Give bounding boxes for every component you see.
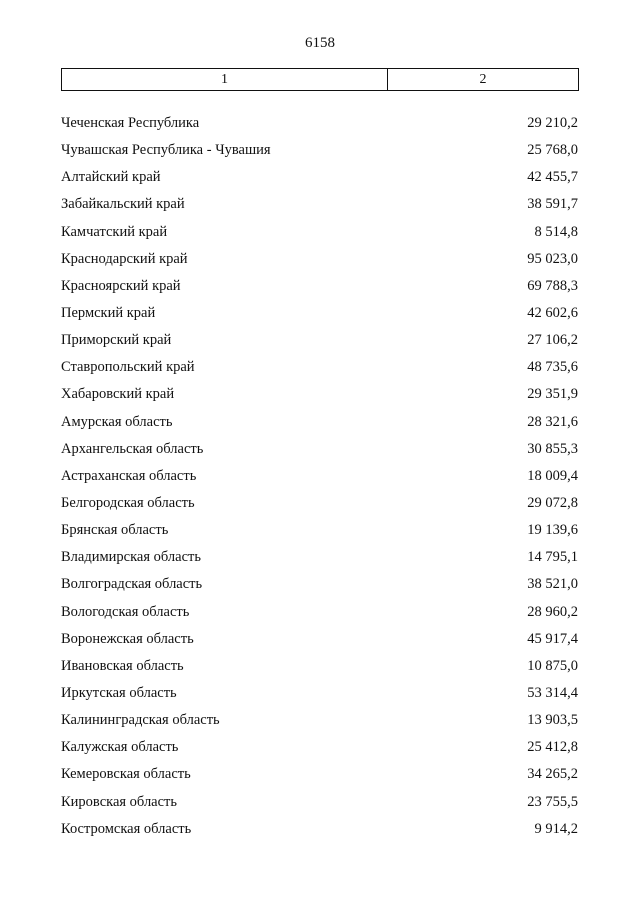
region-name: Калужская область	[61, 739, 179, 756]
region-name: Красноярский край	[61, 277, 181, 294]
region-name: Пермский край	[61, 305, 156, 322]
region-value: 19 139,6	[527, 522, 578, 539]
region-value: 27 106,2	[527, 332, 578, 349]
table-row	[61, 273, 578, 300]
table-row	[61, 354, 578, 381]
region-value: 38 591,7	[527, 196, 578, 213]
table-row	[61, 734, 578, 761]
region-value: 23 755,5	[527, 793, 578, 810]
header-col-1: 1	[62, 69, 388, 90]
table-row	[61, 571, 578, 598]
region-value: 25 768,0	[527, 142, 578, 159]
region-name: Белгородская область	[61, 495, 195, 512]
region-value: 25 412,8	[527, 739, 578, 756]
table-row	[61, 653, 578, 680]
header-col-2: 2	[479, 71, 487, 87]
region-name: Иркутская область	[61, 685, 177, 702]
table-row	[61, 680, 578, 707]
region-value: 28 960,2	[527, 603, 578, 620]
region-name: Астраханская область	[61, 467, 197, 484]
table-row	[61, 789, 578, 816]
table-row	[61, 707, 578, 734]
region-name: Кемеровская область	[61, 766, 191, 783]
region-name: Ивановская область	[61, 657, 184, 674]
region-name: Чеченская Республика	[61, 115, 200, 132]
region-name: Вологодская область	[61, 603, 190, 620]
region-name: Владимирская область	[61, 549, 201, 566]
table-header	[61, 68, 579, 91]
region-name: Воронежская область	[61, 630, 194, 647]
region-value: 28 321,6	[527, 413, 578, 430]
region-list	[61, 110, 578, 843]
region-name: Амурская область	[61, 413, 173, 430]
region-name: Чувашская Республика - Чувашия	[61, 142, 271, 159]
region-value: 29 351,9	[527, 386, 578, 403]
region-name: Калининградская область	[61, 712, 220, 729]
region-value: 30 855,3	[527, 440, 578, 457]
page-number: 6158	[305, 35, 335, 51]
region-value: 42 455,7	[527, 169, 578, 186]
region-value: 34 265,2	[527, 766, 578, 783]
table-row	[61, 300, 578, 327]
region-name: Костромская область	[61, 820, 192, 837]
table-row	[61, 517, 578, 544]
region-value: 69 788,3	[527, 277, 578, 294]
table-row	[61, 816, 578, 843]
table-row	[61, 544, 578, 571]
region-value: 8 514,8	[534, 223, 578, 240]
region-name: Хабаровский край	[61, 386, 175, 403]
region-value: 9 914,2	[534, 820, 578, 837]
table-row	[61, 599, 578, 626]
table-row	[61, 164, 578, 191]
table-row	[61, 327, 578, 354]
region-value: 38 521,0	[527, 576, 578, 593]
region-value: 53 314,4	[527, 685, 578, 702]
table-row	[61, 110, 578, 137]
region-value: 13 903,5	[527, 712, 578, 729]
region-name: Камчатский край	[61, 223, 168, 240]
region-value: 29 072,8	[527, 495, 578, 512]
table-row	[61, 381, 578, 408]
table-row	[61, 246, 578, 273]
region-name: Приморский край	[61, 332, 172, 349]
region-value: 14 795,1	[527, 549, 578, 566]
region-name: Забайкальский край	[61, 196, 185, 213]
region-value: 10 875,0	[527, 657, 578, 674]
table-row	[61, 436, 578, 463]
table-row	[61, 463, 578, 490]
region-name: Архангельская область	[61, 440, 204, 457]
table-row	[61, 761, 578, 788]
table-row	[61, 626, 578, 653]
region-name: Брянская область	[61, 522, 169, 539]
region-name: Алтайский край	[61, 169, 161, 186]
table-row	[61, 219, 578, 246]
region-value: 42 602,6	[527, 305, 578, 322]
region-name: Краснодарский край	[61, 250, 188, 267]
region-name: Ставропольский край	[61, 359, 195, 376]
table-row	[61, 490, 578, 517]
table-row	[61, 409, 578, 436]
region-value: 18 009,4	[527, 467, 578, 484]
region-value: 45 917,4	[527, 630, 578, 647]
region-value: 95 023,0	[527, 250, 578, 267]
region-value: 29 210,2	[527, 115, 578, 132]
table-row	[61, 137, 578, 164]
region-name: Кировская область	[61, 793, 178, 810]
table-row	[61, 191, 578, 218]
region-name: Волгоградская область	[61, 576, 203, 593]
region-value: 48 735,6	[527, 359, 578, 376]
